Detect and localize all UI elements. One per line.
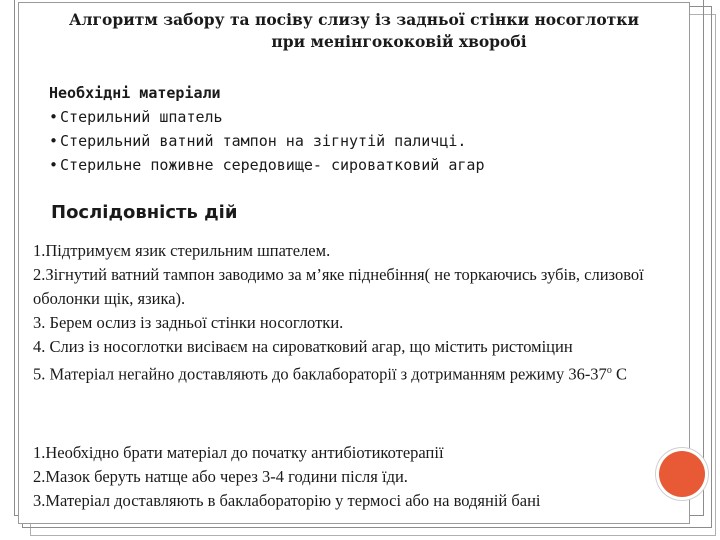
title-line-2: при менінгококовій хворобі [271,32,527,51]
list-item: • Стерильний ватний тампон на зігнутій паличці. [49,129,679,153]
materials-section [49,81,679,177]
degree-superscript: о [606,365,612,376]
slide-page [18,2,690,524]
step-item: 2.Зігнутий ватний тампон заводимо за м’яке піднебіння( не торкаючись зубів, слизової оболонки щік, язика). [33,265,644,308]
step-item-temperature [33,359,683,387]
slide-title [19,9,689,53]
step-item: 3. Берем ослиз із задньої стінки носоглотки. [33,313,344,332]
steps-heading: Послідовність дій [51,202,238,223]
note-item: 2.Мазок беруть натще або через 3-4 години після їди. [33,467,408,486]
steps-list [33,239,683,387]
notes-list [33,441,683,513]
step-text: 5. Матеріал негайно доставляють до баклабораторії з дотриманням режиму 36-37 [33,364,607,384]
list-item: • Стерильне поживне середовище- сироватковий агар [49,153,679,177]
note-item: 1.Необхідно брати матеріал до початку антибіотикотерапії [33,443,444,462]
materials-heading: Необхідні матеріали [49,84,221,102]
note-item: 3.Матеріал доставляють в баклабораторію у термосі або на водяній бані [33,491,541,510]
step-item: 4. Слиз із носоглотки висіваєм на сироватковий агар, що містить ристоміцин [33,337,573,356]
list-item: • Стерильний шпатель [49,105,679,129]
materials-list [49,105,679,177]
decorative-circle [659,451,705,497]
step-item: 1.Підтримуєм язик стерильним шпателем. [33,241,331,260]
temperature-unit: С [611,364,627,384]
title-line-1: Алгоритм забору та посіву слизу із задньої стінки носоглотки [69,10,639,29]
